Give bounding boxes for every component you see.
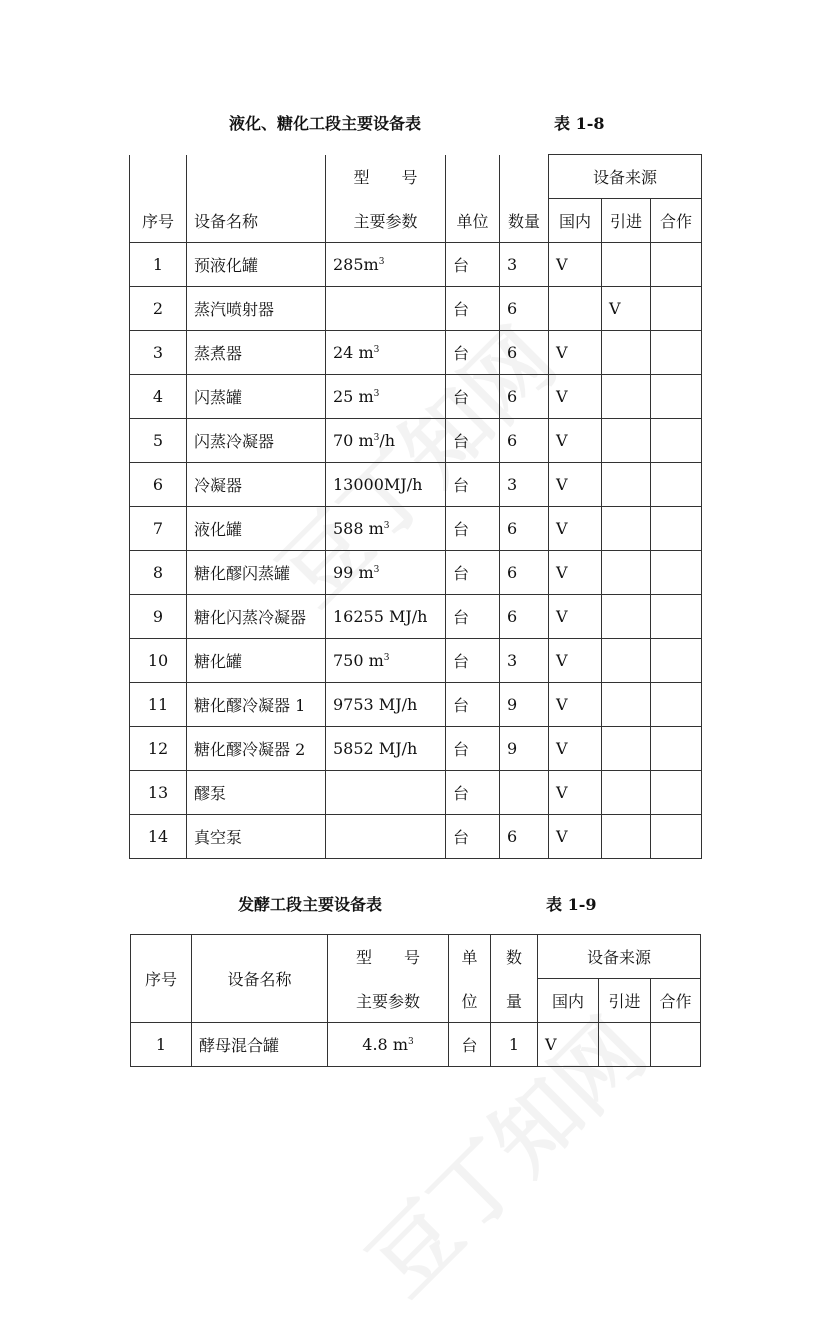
table-row (130, 287, 702, 331)
seq-cell: 6 (130, 463, 187, 507)
name-cell: 糖化罐 (187, 639, 326, 683)
name-cell: 糖化醪冷凝器 1 (187, 683, 326, 727)
qty-cell: 3 (500, 463, 549, 507)
qty-cell: 6 (500, 419, 549, 463)
unit-cell: 台 (446, 507, 500, 551)
qty-cell: 6 (500, 595, 549, 639)
qty-cell: 9 (500, 683, 549, 727)
param-cell (326, 551, 446, 595)
unit-cell: 台 (446, 419, 500, 463)
param-superscript: 3 (373, 345, 380, 355)
header-qty-top: 数 (491, 935, 538, 979)
param-superscript: 3 (378, 257, 385, 267)
param-cell (326, 463, 446, 507)
unit-cell: 台 (446, 771, 500, 815)
imported-cell (602, 507, 651, 551)
imported-cell (602, 595, 651, 639)
header-model-top: 型 号 (326, 155, 446, 199)
param-text: 285m (333, 255, 379, 274)
joint-cell (651, 1023, 701, 1067)
header-unit-top (446, 155, 500, 199)
joint-cell (651, 639, 702, 683)
seq-cell: 7 (130, 507, 187, 551)
header-qty-top (500, 155, 549, 199)
imported-cell (602, 419, 651, 463)
imported-cell (599, 1023, 651, 1067)
name-cell: 蒸煮器 (187, 331, 326, 375)
name-cell: 闪蒸罐 (187, 375, 326, 419)
joint-cell (651, 815, 702, 859)
qty-cell: 6 (500, 815, 549, 859)
table-row (130, 639, 702, 683)
domestic-cell: V (549, 639, 602, 683)
imported-cell (602, 639, 651, 683)
unit-cell: 台 (446, 331, 500, 375)
domestic-cell: V (538, 1023, 599, 1067)
unit-cell: 台 (446, 683, 500, 727)
header-seq: 序号 (131, 935, 192, 1023)
param-text: 4.8 m (362, 1035, 408, 1054)
seq-cell: 10 (130, 639, 187, 683)
domestic-cell: V (549, 683, 602, 727)
table2-header-row-top (131, 935, 701, 979)
table1-header-row-bottom (130, 199, 702, 243)
domestic-cell: V (549, 507, 602, 551)
param-cell (326, 419, 446, 463)
domestic-cell: V (549, 419, 602, 463)
param-cell (326, 771, 446, 815)
joint-cell (651, 419, 702, 463)
param-cell (326, 375, 446, 419)
name-cell: 预液化罐 (187, 243, 326, 287)
unit-cell: 台 (446, 639, 500, 683)
param-cell (326, 595, 446, 639)
imported-cell (602, 375, 651, 419)
param-text: 25 m (333, 387, 374, 406)
header-name-top (187, 155, 326, 199)
joint-cell (651, 507, 702, 551)
param-cell (326, 287, 446, 331)
joint-cell (651, 683, 702, 727)
header-unit-bottom: 位 (449, 979, 491, 1023)
table2-caption: 发酵工段主要设备表 (238, 895, 383, 914)
seq-cell: 4 (130, 375, 187, 419)
qty-cell: 6 (500, 507, 549, 551)
param-cell (326, 815, 446, 859)
param-superscript: 3 (383, 521, 390, 531)
unit-cell: 台 (446, 375, 500, 419)
name-cell: 闪蒸冷凝器 (187, 419, 326, 463)
imported-cell (602, 551, 651, 595)
seq-cell: 8 (130, 551, 187, 595)
header-imported: 引进 (599, 979, 651, 1023)
table-row (130, 243, 702, 287)
header-domestic: 国内 (538, 979, 599, 1023)
joint-cell (651, 375, 702, 419)
equipment-table-1 (129, 154, 702, 859)
imported-cell (602, 331, 651, 375)
seq-cell: 14 (130, 815, 187, 859)
param-cell (326, 683, 446, 727)
unit-cell: 台 (446, 463, 500, 507)
header-joint: 合作 (651, 199, 702, 243)
param-text: 24 m (333, 343, 374, 362)
imported-cell (602, 815, 651, 859)
qty-cell: 6 (500, 551, 549, 595)
table-row (130, 375, 702, 419)
seq-cell: 9 (130, 595, 187, 639)
seq-cell: 1 (130, 243, 187, 287)
unit-cell: 台 (446, 815, 500, 859)
header-qty-bottom: 量 (491, 979, 538, 1023)
param-superscript: 3 (373, 565, 380, 575)
qty-cell: 3 (500, 243, 549, 287)
imported-cell: V (602, 287, 651, 331)
table-row (130, 815, 702, 859)
qty-cell: 6 (500, 331, 549, 375)
imported-cell (602, 463, 651, 507)
table-row (130, 507, 702, 551)
header-name: 设备名称 (192, 935, 328, 1023)
header-joint: 合作 (651, 979, 701, 1023)
qty-cell: 6 (500, 287, 549, 331)
header-unit: 单位 (446, 199, 500, 243)
seq-cell: 2 (130, 287, 187, 331)
joint-cell (651, 331, 702, 375)
header-model-params: 主要参数 (328, 979, 449, 1023)
imported-cell (602, 243, 651, 287)
seq-cell: 11 (130, 683, 187, 727)
name-cell: 酵母混合罐 (192, 1023, 328, 1067)
qty-cell: 3 (500, 639, 549, 683)
domestic-cell: V (549, 463, 602, 507)
name-cell: 液化罐 (187, 507, 326, 551)
name-cell: 蒸汽喷射器 (187, 287, 326, 331)
table-row (131, 1023, 701, 1067)
equipment-table-2 (130, 934, 701, 1067)
unit-cell: 台 (446, 551, 500, 595)
unit-cell: 台 (446, 287, 500, 331)
unit-cell: 台 (446, 243, 500, 287)
unit-cell: 台 (446, 595, 500, 639)
imported-cell (602, 727, 651, 771)
param-cell (326, 727, 446, 771)
param-text: 5852 MJ/h (333, 739, 418, 758)
param-text: 16255 MJ/h (333, 607, 428, 626)
table1-header-row-top (130, 155, 702, 199)
name-cell: 真空泵 (187, 815, 326, 859)
joint-cell (651, 771, 702, 815)
table-row (130, 727, 702, 771)
imported-cell (602, 683, 651, 727)
domestic-cell: V (549, 771, 602, 815)
seq-cell: 13 (130, 771, 187, 815)
name-cell: 糖化醪冷凝器 2 (187, 727, 326, 771)
domestic-cell: V (549, 595, 602, 639)
seq-cell: 12 (130, 727, 187, 771)
qty-cell: 1 (491, 1023, 538, 1067)
header-unit-top: 单 (449, 935, 491, 979)
param-cell (326, 507, 446, 551)
param-superscript: 3 (407, 1037, 414, 1047)
header-name: 设备名称 (187, 199, 326, 243)
unit-cell: 台 (449, 1023, 491, 1067)
domestic-cell (549, 287, 602, 331)
param-superscript: 3 (373, 389, 380, 399)
param-superscript: 3 (373, 433, 380, 443)
header-source: 设备来源 (538, 935, 701, 979)
param-text: 9753 MJ/h (333, 695, 418, 714)
header-qty: 数量 (500, 199, 549, 243)
name-cell: 冷凝器 (187, 463, 326, 507)
header-seq: 序号 (130, 199, 187, 243)
param-cell (326, 243, 446, 287)
qty-cell: 9 (500, 727, 549, 771)
qty-cell: 6 (500, 375, 549, 419)
table-row (130, 463, 702, 507)
table-row (130, 419, 702, 463)
table-row (130, 331, 702, 375)
param-text: 750 m (333, 651, 384, 670)
table-row (130, 771, 702, 815)
header-seq-top (130, 155, 187, 199)
domestic-cell: V (549, 727, 602, 771)
param-text: 588 m (333, 519, 384, 538)
domestic-cell: V (549, 375, 602, 419)
param-cell (326, 639, 446, 683)
param-unit-tail: /h (379, 431, 396, 450)
seq-cell: 1 (131, 1023, 192, 1067)
table2-number: 表 1-9 (546, 895, 597, 914)
joint-cell (651, 463, 702, 507)
header-source: 设备来源 (549, 155, 702, 199)
domestic-cell: V (549, 551, 602, 595)
domestic-cell: V (549, 815, 602, 859)
name-cell: 糖化醪闪蒸罐 (187, 551, 326, 595)
header-imported: 引进 (602, 199, 651, 243)
qty-cell (500, 771, 549, 815)
seq-cell: 5 (130, 419, 187, 463)
header-domestic: 国内 (549, 199, 602, 243)
param-cell (326, 331, 446, 375)
domestic-cell: V (549, 331, 602, 375)
joint-cell (651, 727, 702, 771)
param-superscript: 3 (383, 653, 390, 663)
joint-cell (651, 551, 702, 595)
name-cell: 醪泵 (187, 771, 326, 815)
table1-number: 表 1-8 (554, 114, 605, 133)
header-model-top: 型 号 (328, 935, 449, 979)
joint-cell (651, 595, 702, 639)
name-cell: 糖化闪蒸冷凝器 (187, 595, 326, 639)
param-cell (328, 1023, 449, 1067)
table-row (130, 683, 702, 727)
param-text: 13000MJ/h (333, 475, 423, 494)
imported-cell (602, 771, 651, 815)
table-row (130, 551, 702, 595)
joint-cell (651, 287, 702, 331)
table-row (130, 595, 702, 639)
unit-cell: 台 (446, 727, 500, 771)
seq-cell: 3 (130, 331, 187, 375)
header-model-params: 主要参数 (326, 199, 446, 243)
domestic-cell: V (549, 243, 602, 287)
table1-caption: 液化、糖化工段主要设备表 (229, 114, 422, 133)
joint-cell (651, 243, 702, 287)
param-text: 99 m (333, 563, 374, 582)
param-text: 70 m (333, 431, 374, 450)
